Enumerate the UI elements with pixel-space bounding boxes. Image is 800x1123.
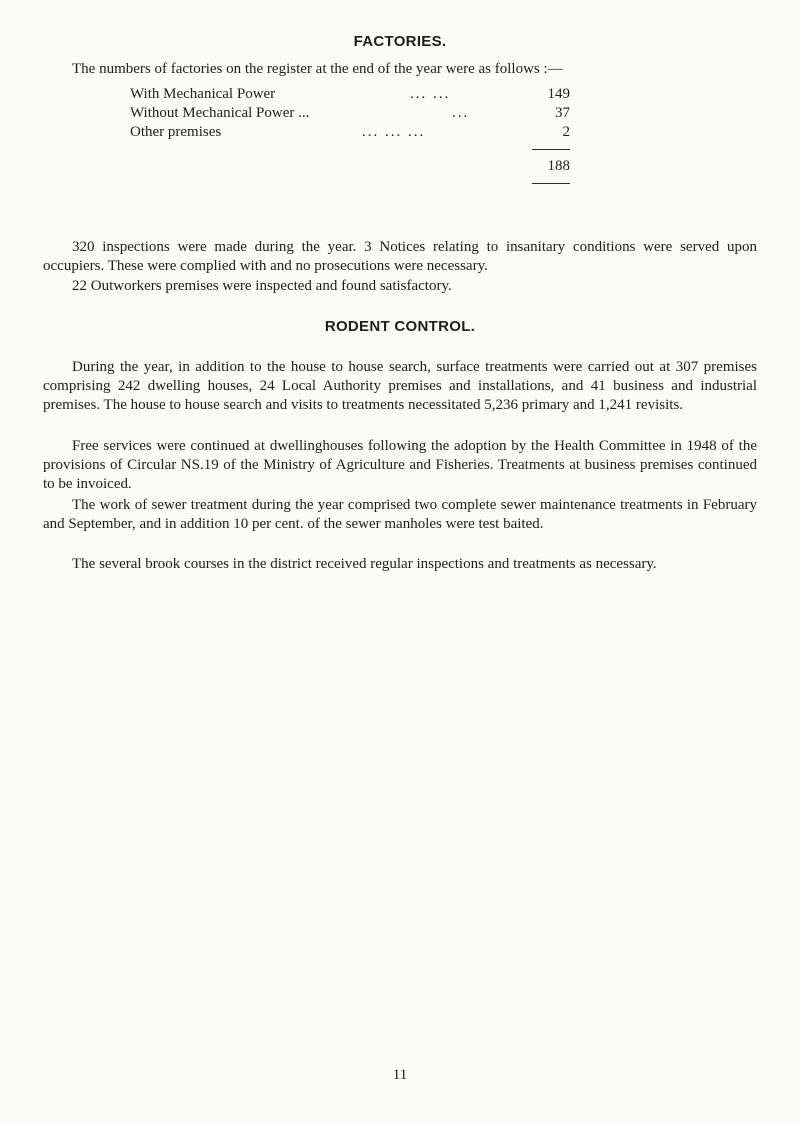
tally-label: Without Mechanical Power ... [130, 105, 310, 121]
rodent-surface-treatments-paragraph: During the year, in addition to the house to house search, surface treatments were carried out at 307 premises comprising 242 dwelling houses, 24 Local Authority premises and installations, and 41 business and industrial premises. The house to house search and visits to treatments necessitated 5,236 primary and 1,241 revisits. [43, 359, 757, 413]
tally-label: Other premises [130, 124, 222, 140]
factories-outworkers-paragraph: 22 Outworkers premises were inspected and found satisfactory. [72, 278, 452, 294]
tally-row-mechanical [130, 85, 570, 104]
tally-value: 37 [555, 105, 570, 121]
rodent-brook-courses-paragraph: The several brook courses in the district received regular inspections and treatments as necessary. [72, 556, 657, 572]
tally-row-without-mechanical [130, 104, 570, 123]
factories-inspections-paragraph: 320 inspections were made during the year. 3 Notices relating to insanitary conditions were served upon occupiers. These were complied with and no prosecutions were necessary. [43, 239, 757, 274]
page-number: 11 [392, 1067, 408, 1083]
factories-tally [130, 85, 570, 174]
rodent-control-heading: RODENT CONTROL. [324, 318, 476, 335]
tally-row-other [130, 123, 570, 142]
tally-leader-dots: ... [452, 105, 470, 121]
total-rule [532, 183, 570, 184]
tally-value: 149 [547, 86, 570, 102]
factories-intro: The numbers of factories on the register at the end of the year were as follows :— [72, 61, 563, 77]
tally-leader-dots: ... ... [410, 86, 451, 102]
tally-label: With Mechanical Power [130, 86, 276, 102]
factories-heading: FACTORIES. [353, 33, 447, 50]
rodent-free-services-paragraph: Free services were continued at dwellinghouses following the adoption by the Health Committee in 1948 of the provisions of Circular NS.19 of the Ministry of Agriculture and Fisheries. Treatments at business premises continued to be invoiced. [43, 438, 757, 492]
tally-leader-dots: ... ... ... [362, 124, 426, 140]
tally-value: 2 [562, 124, 570, 140]
tally-total: 188 [547, 158, 570, 174]
subtotal-rule [532, 149, 570, 150]
rodent-sewer-treatment-paragraph: The work of sewer treatment during the year comprised two complete sewer maintenance treatments in February and September, and in addition 10 per cent. of the sewer manholes were test baited. [43, 497, 757, 532]
